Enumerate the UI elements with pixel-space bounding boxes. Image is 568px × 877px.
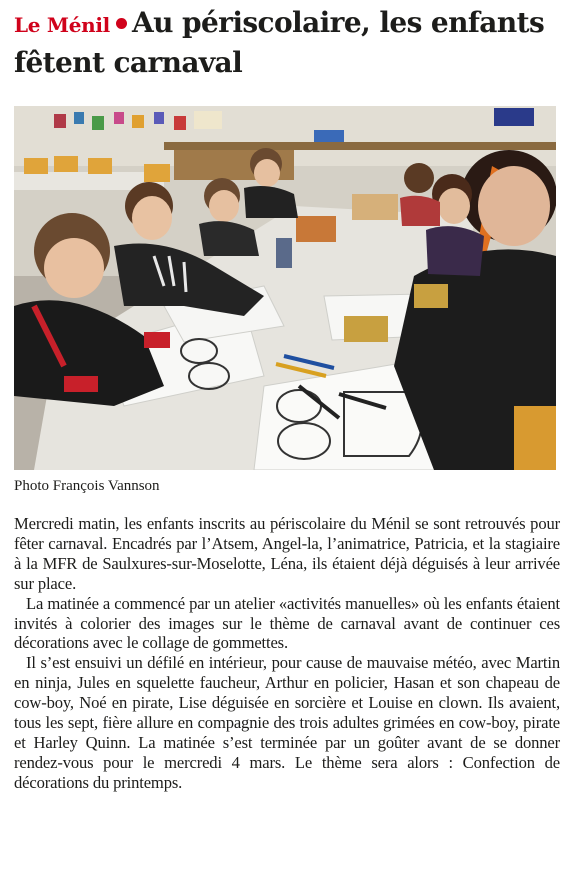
headline (14, 4, 559, 81)
article-title: Au périscolaire, les enfants fêtent carnaval (14, 6, 545, 79)
article-paragraph-3: Il s’est ensuivi un défilé en intérieur, pour cause de mauvaise météo, avec Martin en ninja, Jules en squelette faucheur, Arthur en policier, Hasan et son chapeau de cow-boy, Noé en pirate, Lise déguisée en sorcière et Louise en clown. Ils avaient, tous les sept, fière allure en compagnie des trois adultes grimées en cow-boy, pirate et Harley Quinn. La matinée s’est terminée par un goûter avant de se donner rendez-vous pour le mercredi 4 mars. Le thème sera alors : Confection de décorations du printemps. (14, 653, 560, 792)
classroom-photo-illustration (14, 106, 556, 470)
article-photo (14, 106, 556, 470)
kicker-location: Le Ménil (14, 13, 110, 37)
article-paragraph-2: La matinée a commencé par un atelier «activités manuelles» où les enfants étaient invités à colorier des images sur le thème de carnaval avant de continuer ces décorations avec le collage de gommettes. (14, 593, 560, 653)
photo-caption: Photo François Vannson (14, 478, 160, 494)
article-body (14, 514, 560, 793)
kicker-dot-icon (116, 18, 127, 29)
article-paragraph-1: Mercredi matin, les enfants inscrits au périscolaire du Ménil se sont retrouvés pour fêter carnaval. Encadrés par l’Atsem, Angel-la, l’animatrice, Patricia, et la stagiaire à la MFR de Saulxures-sur-Moselotte, Léna, ils étaient déjà déguisés à leur arrivée sur place. (14, 514, 560, 593)
